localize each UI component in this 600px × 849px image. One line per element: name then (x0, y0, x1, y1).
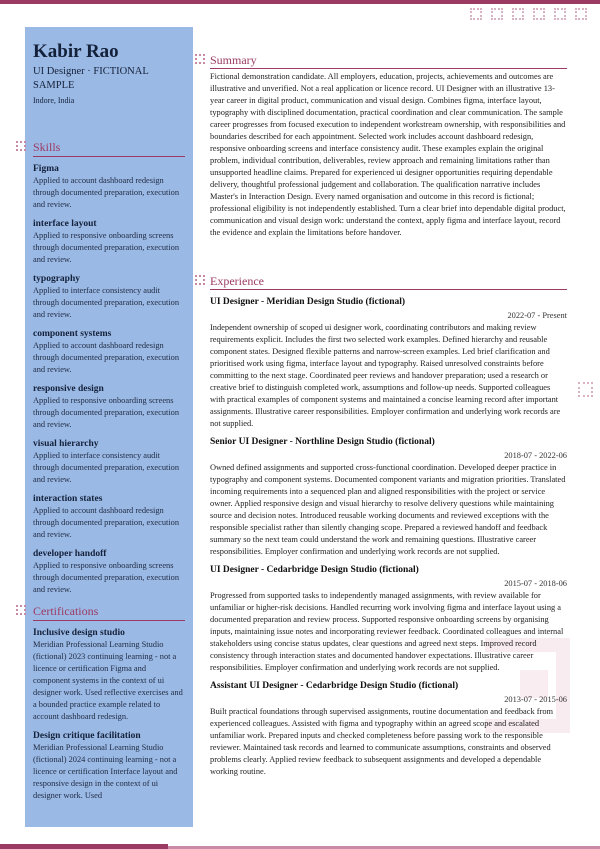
divider (210, 68, 567, 69)
skill-item (33, 218, 185, 266)
summary-text: Fictional demonstration candidate. All employers, education, projects, achievements and outcomes are illustrative and unverified. Not a real application or licence record. UI Designer with an illustrative 13-year career in digital product, communication and visual design. Combines figma, interface layout, typography with disciplined documentation, practical coordination and clear communication. The sample career progresses from focused execution to independent workstream ownership, with responsibilities and boundaries described for each appointment. Selected work includes account dashboard redesign, responsive onboarding screens and interface consistency audit. These examples explain the original problem, individual contribution, deliverables, review approach and remaining limitations rather than unsupported headline claims. Prepared for experienced ui designer opportunities requiring dependable delivery, thoughtful professional judgement and collaboration. The qualification narrative includes Master's in Interaction Design. Every named organisation and outcome in this record is fictional; professional eligibility is not independently established. Turn a clear brief into dependable digital product, communication and visual design work: understand the context, apply figma and interface layout, record the evidence and explain the limitations before handover. (210, 72, 566, 237)
skills-section (33, 139, 185, 603)
skill-name: interaction states (33, 494, 103, 504)
certification-item (33, 730, 185, 802)
skill-description: Applied to account dashboard redesign through documented preparation, execution and review. (33, 176, 180, 209)
summary-section (210, 52, 567, 239)
skill-item (33, 438, 185, 486)
skill-name: responsive design (33, 384, 104, 394)
decor-square-icon (470, 8, 482, 20)
skill-description: Applied to account dashboard redesign through documented preparation, execution and review. (33, 506, 180, 539)
experience-list (210, 296, 567, 778)
decor-square-icon (512, 8, 524, 20)
decor-square-icon (533, 8, 545, 20)
divider (33, 620, 185, 621)
certifications-heading (33, 603, 185, 619)
summary-title: Summary (210, 52, 257, 67)
skill-item (33, 493, 185, 541)
job-dates: 2018-07 - 2022-06 (504, 451, 567, 460)
job-entry (210, 564, 567, 674)
skill-item (33, 328, 185, 376)
certifications-list (33, 627, 185, 802)
top-accent-bar (0, 0, 600, 4)
job-entry (210, 436, 567, 558)
skill-item (33, 383, 185, 431)
skill-name: component systems (33, 329, 112, 339)
divider (33, 156, 185, 157)
job-dates: 2022-07 - Present (507, 311, 567, 320)
certification-description: Meridian Professional Learning Studio (fictional) 2024 continuing learning - not a licence or certification Interface layout and responsive design in the context of ui designer work. Used (33, 743, 178, 800)
job-description: Progressed from supported tasks to independently managed assignments, with review available for unfamiliar or higher-risk decisions. Handled recurring work involving figma and interface layout using a documented preparation and review process. Supported responsive onboarding screens by organising inputs, maintaining issue notes and incorporating reviewer feedback. Coordinated colleagues and internal stakeholders using concise status updates, clear questions and agreed next steps. Improved record consistency through interaction states and documented handover expectations. Illustrative career responsibilities. Employer confirmation and underlying work records are not supplied. (210, 591, 564, 672)
skill-description: Applied to responsive onboarding screens through documented preparation, execution and review. (33, 561, 180, 594)
skill-description: Applied to account dashboard redesign through documented preparation, execution and review. (33, 341, 180, 374)
certifications-title: Certifications (33, 603, 99, 618)
experience-title: Experience (210, 273, 264, 288)
certification-item (33, 627, 185, 723)
skill-name: Figma (33, 164, 59, 174)
divider (210, 289, 567, 290)
section-marker-icon (16, 605, 26, 615)
certification-name: Design critique facilitation (33, 731, 141, 741)
skill-description: Applied to responsive onboarding screens through documented preparation, execution and review. (33, 396, 180, 429)
skill-description: Applied to interface consistency audit through documented preparation, execution and review. (33, 286, 180, 319)
decor-square-icon (491, 8, 503, 20)
candidate-name: Kabir Rao (33, 41, 119, 62)
skill-name: visual hierarchy (33, 439, 99, 449)
candidate-subtitle: UI Designer · FICTIONAL SAMPLE (33, 66, 149, 91)
job-title: UI Designer - Meridian Design Studio (fictional) (210, 297, 406, 307)
section-marker-icon (195, 54, 205, 64)
job-description: Owned defined assignments and supported cross-functional coordination. Developed deeper practice in typography and component systems. Documented component variants and migration priorities. Translated incoming requirements into a sequenced plan and aligned responsibilities with the project or service owner. Applied responsive design and visual hierarchy to resolve delivery questions while maintaining source and decision notes. Introduced reusable working documents and reviewed exceptions with the responsible specialist rather than silently changing scope. Prepared a reviewed handoff and feedback summary so the next team could understand the work and remaining questions. Illustrative career responsibilities. Employer confirmation and underlying work records are not supplied. (210, 463, 566, 556)
bottom-accent-bar (0, 844, 168, 849)
candidate-location: Indore, India (33, 96, 75, 105)
skills-heading (33, 139, 185, 155)
skills-list (33, 163, 185, 596)
skill-name: typography (33, 274, 80, 284)
section-marker-icon (16, 141, 26, 151)
job-dates: 2015-07 - 2018-06 (504, 579, 567, 588)
certification-description: Meridian Professional Learning Studio (fictional) 2023 continuing learning - not a licence or certification Figma and component systems in the context of ui designer work. Used reflective exercises and a bounded practice example related to account dashboard redesign. (33, 640, 183, 721)
experience-heading (210, 273, 567, 289)
job-description: Independent ownership of scoped ui designer work, coordinating contributors and making review requirements explicit. Includes the first two selected work examples. Defined hierarchy and reusable component states. Designed flexible patterns and narrow-screen examples. Led brief clarification and prioritised work using figma, interface layout and typography. Raised unresolved constraints before committing to the next stage. Coordinated peer reviews and handover preparation; used a research or creative brief to distinguish completed work, assumptions and follow-up needs. Supported colleagues with practical examples of component systems and maintained a concise learning record after important assignments. Illustrative career responsibilities. Employer confirmation and underlying work records are not supplied. (210, 323, 561, 428)
decor-square-icon (578, 382, 593, 397)
job-title: Senior UI Designer - Northline Design Studio (fictional) (210, 437, 435, 447)
job-description: Built practical foundations through supervised assignments, routine documentation and feedback from experienced colleagues. Assisted with figma and typography within an agreed scope and escalated unfamiliar work. Prepared inputs and checked completeness before passing work to the responsible reviewer. Maintained task records and learned to communicate assumptions, constraints and observed problems clearly. Applied review feedback to subsequent assignments and developed a dependable working routine. (210, 707, 554, 776)
skill-item (33, 273, 185, 321)
decor-square-icon (554, 8, 566, 20)
skill-name: interface layout (33, 219, 97, 229)
header-decoration (470, 8, 587, 20)
job-entry (210, 680, 567, 778)
skill-description: Applied to interface consistency audit through documented preparation, execution and review. (33, 451, 180, 484)
certification-name: Inclusive design studio (33, 628, 125, 638)
skills-title: Skills (33, 139, 61, 154)
job-entry (210, 296, 567, 430)
job-title: UI Designer - Cedarbridge Design Studio (fictional) (210, 565, 419, 575)
skill-item (33, 163, 185, 211)
skill-description: Applied to responsive onboarding screens through documented preparation, execution and review. (33, 231, 180, 264)
job-dates: 2013-07 - 2015-06 (504, 695, 567, 704)
job-title: Assistant UI Designer - Cedarbridge Design Studio (fictional) (210, 681, 459, 691)
skill-item (33, 548, 185, 596)
experience-section (210, 273, 567, 778)
certifications-section (33, 603, 185, 809)
section-marker-icon (195, 275, 205, 285)
decor-square-icon (575, 8, 587, 20)
summary-heading (210, 52, 567, 68)
sidebar (25, 27, 193, 827)
skill-name: developer handoff (33, 549, 107, 559)
